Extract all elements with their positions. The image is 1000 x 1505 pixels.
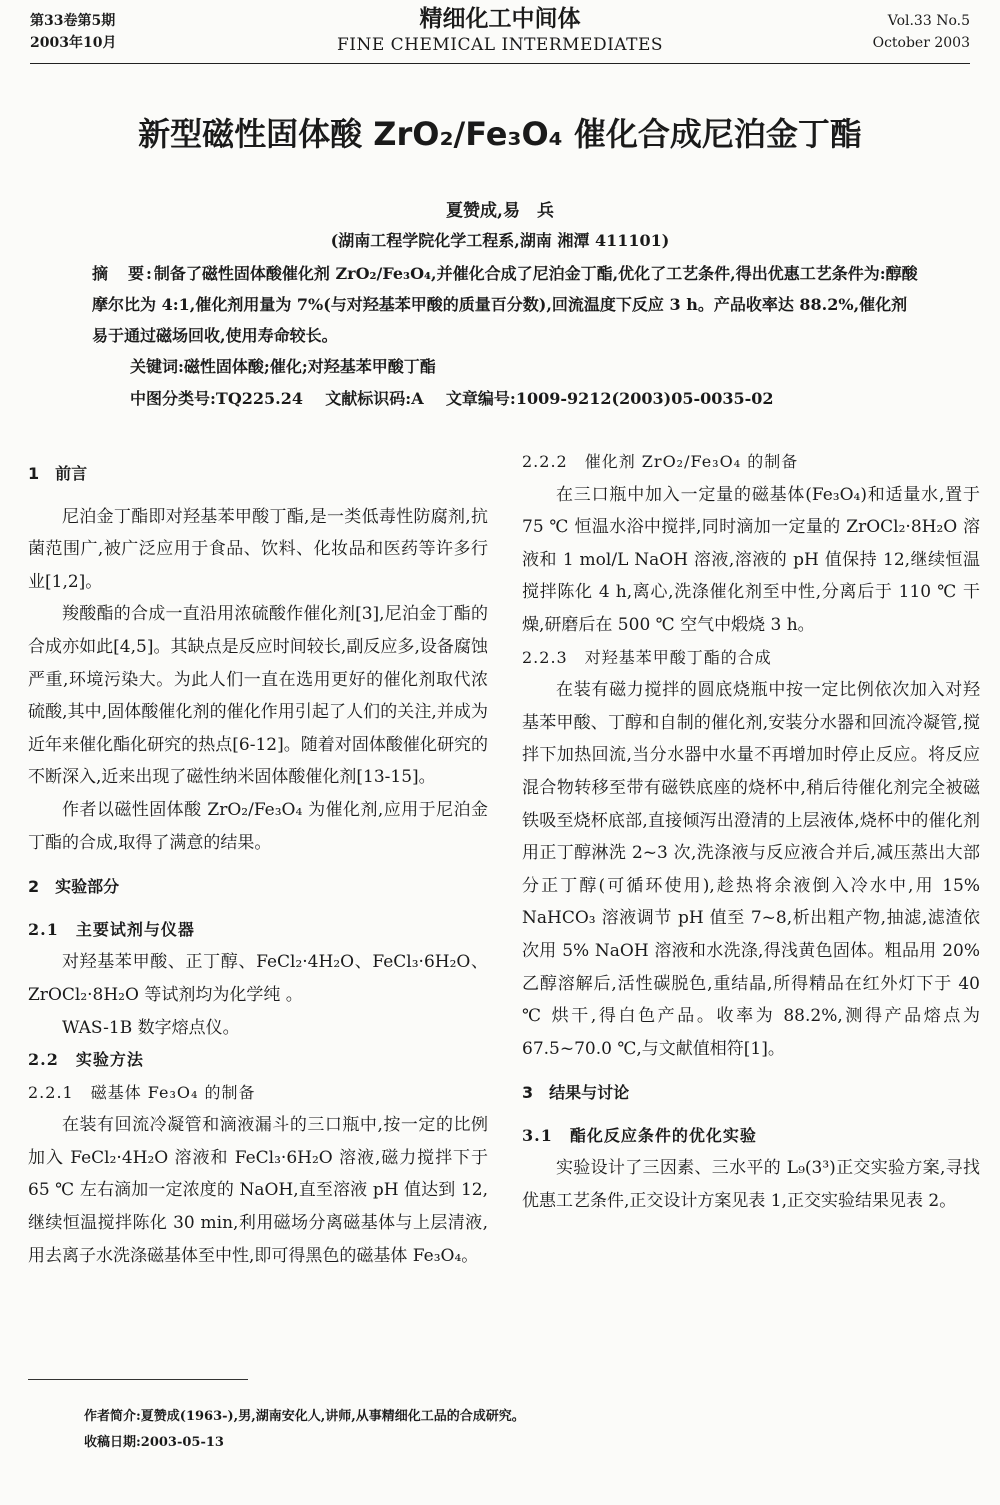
section-2-2-1-heading: 2.2.1 磁基体 Fe₃O₄ 的制备 xyxy=(28,1082,256,1102)
header-right xyxy=(873,10,970,54)
journal-title-block xyxy=(250,4,750,56)
clc-value: TQ225.24 xyxy=(215,389,303,408)
journal-name-cn: 精细化工中间体 xyxy=(419,6,581,32)
classification-line xyxy=(130,385,774,413)
volume-issue-cn: 第33卷第5期 xyxy=(30,13,116,29)
paragraph: 在三口瓶中加入一定量的磁基体(Fe₃O₄)和适量水,置于 75 ℃ 恒温水浴中搅拌,同时滴加一定量的 ZrOCl₂·8H₂O 溶液和 1 mol/L NaOH 溶液,溶液的 pH 值保持 12,继续恒温搅拌陈化 4 h,离心,洗涤催化剂至中性,分离后于 110 ℃ 干燥,研磨后在 500 ℃ 空气中煅烧 3 h。 xyxy=(522,484,980,635)
doc-code-label: 文献标识码: xyxy=(325,389,412,408)
keywords xyxy=(130,353,436,381)
abstract-text: 制备了磁性固体酸催化剂 ZrO₂/Fe₃O₄,并催化合成了尼泊金丁酯,优化了工艺条件,得出优惠工艺条件为:醇酸摩尔比为 4:1,催化剂用量为 7%(与对羟基苯甲酸的质量百分数),回流温度下反应 3 h。产品收率达 88.2%,催化剂易于通过磁场回收,使用寿命较长。 xyxy=(92,264,918,345)
section-1-heading: 1 前言 xyxy=(28,464,88,483)
keywords-text: 磁性固体酸;催化;对羟基苯甲酸丁酯 xyxy=(183,357,436,376)
paragraph: 在装有回流冷凝管和滴液漏斗的三口瓶中,按一定的比例加入 FeCl₂·4H₂O 溶液和 FeCl₃·6H₂O 溶液,磁力搅拌下于 65 ℃ 左右滴加一定浓度的 NaOH,直至溶液 pH 值达到 12,继续恒温搅拌陈化 30 min,利用磁场分离磁基体与上层清液,用去离子水洗涤磁基体至中性,即可得黑色的磁基体 Fe₃O₄。 xyxy=(28,1115,488,1266)
date-cn: 2003年10月 xyxy=(30,35,117,51)
paragraph: 实验设计了三因素、三水平的 L₉(3³)正交实验方案,寻找优惠工艺条件,正交设计方案见表 1,正交实验结果见表 2。 xyxy=(522,1158,980,1212)
paragraph: WAS-1B 数字熔点仪。 xyxy=(62,1017,240,1038)
section-2-2-2-heading: 2.2.2 催化剂 ZrO₂/Fe₃O₄ 的制备 xyxy=(522,452,799,471)
journal-name-en: FINE CHEMICAL INTERMEDIATES xyxy=(336,35,664,55)
section-2-heading: 2 实验部分 xyxy=(28,877,120,897)
clc-label: 中图分类号: xyxy=(130,389,216,408)
date-en: October 2003 xyxy=(872,35,970,51)
section-2-2-3-heading: 2.2.3 对羟基苯甲酸丁酯的合成 xyxy=(522,647,772,667)
right-column xyxy=(522,446,980,1218)
received-date-footnote: 收稿日期:2003-05-13 xyxy=(84,1435,224,1450)
affiliation: (湖南工程学院化学工程系,湖南 湘潭 411101) xyxy=(330,231,670,250)
section-2-1-heading: 2.1 主要试剂与仪器 xyxy=(28,919,195,939)
volume-issue-en: Vol.33 No.5 xyxy=(887,13,970,29)
header-rule xyxy=(30,63,970,64)
paragraph: 在装有磁力搅拌的圆底烧瓶中按一定比例依次加入对羟基苯甲酸、丁醇和自制的催化剂,安装分水器和回流冷凝管,搅拌下加热回流,当分水器中水量不再增加时停止反应。将反应混合物转移至带有磁铁底座的烧杯中,稍后待催化剂完全被磁铁吸至烧杯底部,直接倾泻出澄清的上层液体,烧杯中的催化剂用正丁醇淋洗 2~3 次,洗涤液与反应液合并后,减压蒸出大部分正丁醇(可循环使用),趁热将余液倒入冷水中,用 15% NaHCO₃ 溶液调节 pH 值至 7~8,析出粗产物,抽滤,滤渣依次用 5% NaOH 溶液和水洗涤,得浅黄色固体。粗品用 20% 乙醇溶解后,活性碳脱色,重结晶,所得精品在红外灯下于 40 ℃ 烘干,得白色产品。收率为 88.2%,测得产品熔点为 67.5~70.0 ℃,与文献值相符[1]。 xyxy=(522,680,980,1059)
author-bio-footnote: 作者简介:夏赞成(1963-),男,湖南安化人,讲师,从事精细化工品的合成研究。 xyxy=(84,1409,525,1424)
paper-title: 新型磁性固体酸 ZrO₂/Fe₃O₄ 催化合成尼泊金丁酯 xyxy=(138,115,862,153)
section-3-heading: 3 结果与讨论 xyxy=(522,1083,630,1103)
article-no-label: 文章编号: xyxy=(445,389,516,408)
section-2-2-heading: 2.2 实验方法 xyxy=(28,1050,144,1070)
abstract-label: 摘 要: xyxy=(92,264,154,283)
doc-code-value: A xyxy=(411,389,424,408)
abstract xyxy=(92,258,922,351)
left-column xyxy=(28,446,488,1272)
authors: 夏赞成,易 兵 xyxy=(446,201,554,221)
section-3-1-heading: 3.1 酯化反应条件的优化实验 xyxy=(522,1125,757,1145)
paragraph: 作者以磁性固体酸 ZrO₂/Fe₃O₄ 为催化剂,应用于尼泊金丁酯的合成,取得了满意的结果。 xyxy=(28,799,488,853)
article-no-value: 1009-9212(2003)05-0035-02 xyxy=(515,389,774,408)
footnote-rule xyxy=(28,1379,248,1380)
paragraph: 尼泊金丁酯即对羟基苯甲酸丁酯,是一类低毒性防腐剂,抗菌范围广,被广泛应用于食品、饮料、化妆品和医药等许多行业[1,2]。 xyxy=(28,506,488,592)
paragraph: 对羟基苯甲酸、正丁醇、FeCl₂·4H₂O、FeCl₃·6H₂O、ZrOCl₂·8H₂O 等试剂均为化学纯 。 xyxy=(28,952,488,1005)
paragraph: 羧酸酯的合成一直沿用浓硫酸作催化剂[3],尼泊金丁酯的合成亦如此[4,5]。其缺点是反应时间较长,副反应多,设备腐蚀严重,环境污染大。为此人们一直在选用更好的催化剂取代浓硫酸,其中,固体酸催化剂的催化作用引起了人们的关注,并成为近年来催化酯化研究的热点[6-12]。随着对固体酸催化研究的不断深入,近来出现了磁性纳米固体酸催化剂[13-15]。 xyxy=(28,604,488,788)
header-left xyxy=(30,10,116,54)
keywords-label: 关键词: xyxy=(130,357,184,376)
